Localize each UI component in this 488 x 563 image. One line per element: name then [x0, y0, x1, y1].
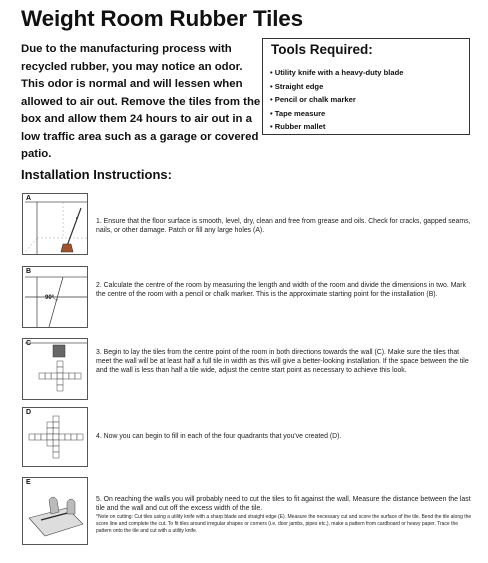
tool-item: • Rubber mallet — [270, 122, 326, 131]
step-letter: D — [26, 409, 32, 416]
intro-paragraph: Due to the manufacturing process with recycled rubber, you may notice an odor. This odor is normal and will lessen when allowed to air out. Remove the tiles from the box and allow them 24 hours to air out in a low traffic area such as a garage or covered patio. — [21, 43, 261, 160]
step-b-illustration — [22, 266, 88, 328]
tool-item: • Pencil or chalk marker — [270, 95, 356, 104]
step-letter: A — [26, 195, 32, 202]
tool-item: • Straight edge — [270, 81, 324, 91]
step-d-illustration — [22, 407, 88, 467]
step-4-text: 4. Now you can begin to fill in each of the four quadrants that you've created (D). — [96, 433, 342, 440]
step-a-illustration — [22, 193, 88, 255]
room-centre-drawing — [23, 267, 87, 327]
installation-heading: Installation Instructions: — [21, 167, 172, 182]
step-1-text: 1. Ensure that the floor surface is smooth, level, dry, clean and free from grease and oils. Check for cracks, gapped seams, nails, or other damage. Patch or fill any large holes (A). — [96, 218, 471, 235]
tools-heading: Tools Required: — [271, 42, 373, 57]
tool-item: • Tape measure — [270, 108, 326, 118]
step-c-illustration — [22, 338, 88, 400]
step-letter: B — [26, 268, 32, 275]
tool-item: • Utility knife with a heavy-duty blade — [270, 68, 404, 77]
step-letter: C — [26, 340, 32, 347]
centre-tiles-drawing — [23, 339, 87, 399]
cutting-note: *Note on cutting: Cut tiles using a utility knife with a sharp blade and straight edge (E). Measure the necessary cut and score the surface of the tile. Bend the tile along the score line and complete the cut. To fit tiles around irregular shapes or corners (i.e. door jambs, pipes etc.), make a pattern from cardboard or heavy paper. Trace the pattern onto the tile and cut with a utility knife. — [96, 514, 472, 534]
page-title: Weight Room Rubber Tiles — [21, 6, 303, 31]
tools-box — [262, 38, 470, 135]
quadrant-fill-drawing — [23, 408, 87, 466]
floor-inspection-drawing — [23, 194, 87, 254]
step-5-text — [96, 495, 472, 534]
step-3-text: 3. Begin to lay the tiles from the centre point of the room in both directions towards the wall (C). Make sure the tiles that meet the wall will be at least half a full tile in width as this will give a better-looking installation. If the space between the tile and the wall is less than half a tile wide, adjust the centre start point as necessary to achieve this look. — [96, 349, 469, 375]
step-2-text: 2. Calculate the centre of the room by measuring the length and width of the room and divide the dimensions in two. Mark the centre of the room with a pencil or chalk marker. This is the approximate starting point for the installation (B). — [96, 282, 467, 299]
tools-list — [270, 66, 403, 134]
step-letter: E — [26, 479, 31, 486]
step-5-main-text: 5. On reaching the walls you will probably need to cut the tiles to fit against the wall. Measure the distance between the last tile and the wall and cut off the excess width of the tile. — [96, 496, 471, 513]
angle-label: 90° — [45, 295, 55, 301]
tile-cutting-drawing — [23, 478, 87, 544]
step-e-illustration — [22, 477, 88, 545]
